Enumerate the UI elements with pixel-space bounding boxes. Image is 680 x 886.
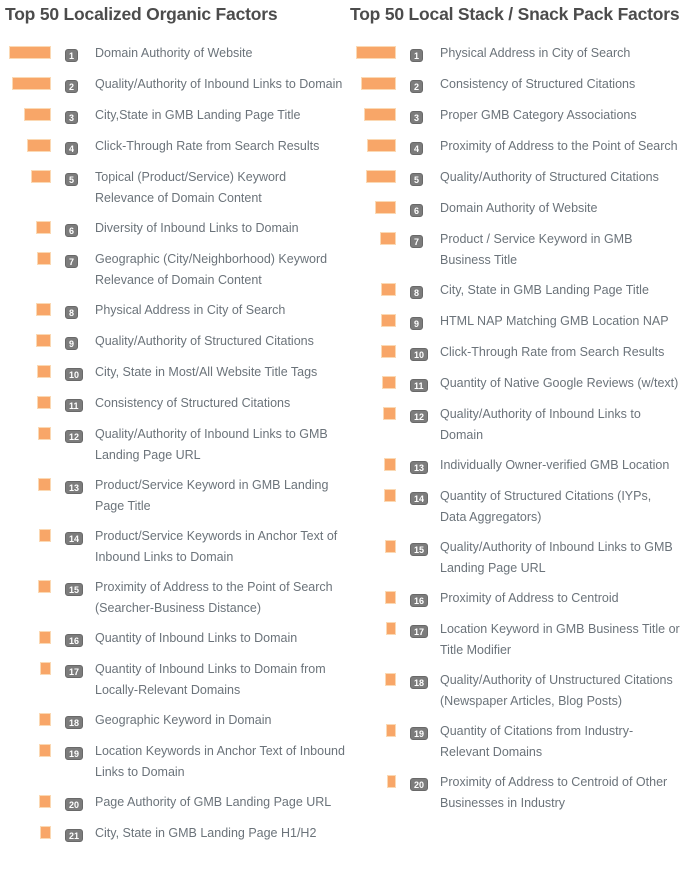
rank-badge: 2 bbox=[65, 80, 78, 93]
rank-badge-cell bbox=[410, 537, 440, 558]
factor-row bbox=[350, 74, 680, 95]
rank-badge-cell bbox=[65, 300, 95, 321]
rank-badge: 10 bbox=[65, 368, 83, 381]
factor-row bbox=[5, 577, 345, 618]
score-bar-cell bbox=[350, 342, 396, 358]
rank-badge: 17 bbox=[410, 625, 428, 638]
score-bar-cell bbox=[350, 721, 396, 737]
rank-badge-cell bbox=[65, 710, 95, 731]
factor-row bbox=[350, 772, 680, 813]
factor-label: City,State in GMB Landing Page Title bbox=[95, 108, 301, 122]
rank-badge-cell bbox=[410, 74, 440, 95]
factor-row bbox=[5, 628, 345, 649]
score-bar-cell bbox=[5, 393, 51, 409]
score-bar-cell bbox=[5, 823, 51, 839]
rank-badge: 20 bbox=[65, 798, 83, 811]
factor-row bbox=[350, 167, 680, 188]
rank-badge: 18 bbox=[410, 676, 428, 689]
rank-badge-cell bbox=[65, 823, 95, 844]
score-bar bbox=[382, 376, 396, 389]
rank-badge-cell bbox=[410, 404, 440, 425]
factor-label: Consistency of Structured Citations bbox=[440, 77, 636, 91]
rank-badge-cell bbox=[65, 526, 95, 547]
score-bar bbox=[37, 396, 51, 409]
column-title-snack-pack: Top 50 Local Stack / Snack Pack Factors bbox=[350, 4, 680, 24]
rank-badge: 13 bbox=[65, 481, 83, 494]
score-bar-cell bbox=[5, 792, 51, 808]
rank-badge: 14 bbox=[410, 492, 428, 505]
score-bar bbox=[375, 201, 396, 214]
rank-badge: 6 bbox=[410, 204, 423, 217]
score-bar-cell bbox=[5, 362, 51, 378]
rank-badge-cell bbox=[410, 136, 440, 157]
rank-badge: 19 bbox=[410, 727, 428, 740]
score-bar bbox=[36, 221, 51, 234]
score-bar-cell bbox=[350, 588, 396, 604]
score-bar bbox=[40, 826, 51, 839]
factor-label: Domain Authority of Website bbox=[440, 201, 598, 215]
rank-badge-cell bbox=[65, 628, 95, 649]
score-bar bbox=[380, 232, 396, 245]
rank-badge: 18 bbox=[65, 716, 83, 729]
factor-label: Domain Authority of Website bbox=[95, 46, 253, 60]
score-bar-cell bbox=[350, 373, 396, 389]
rank-badge: 3 bbox=[410, 111, 423, 124]
factor-label: HTML NAP Matching GMB Location NAP bbox=[440, 314, 669, 328]
rank-badge: 6 bbox=[65, 224, 78, 237]
score-bar-cell bbox=[350, 229, 396, 245]
rank-badge: 3 bbox=[65, 111, 78, 124]
factor-label: Topical (Product/Service) Keyword Relevance of Domain Content bbox=[95, 170, 287, 205]
rank-badge: 8 bbox=[410, 286, 423, 299]
rank-badge: 21 bbox=[65, 829, 83, 842]
rank-badge-cell bbox=[65, 792, 95, 813]
factor-row bbox=[5, 43, 345, 64]
factor-label: Quality/Authority of Unstructured Citations (Newspaper Articles, Blog Posts) bbox=[440, 673, 673, 708]
rank-badge: 4 bbox=[65, 142, 78, 155]
rank-badge: 15 bbox=[410, 543, 428, 556]
rank-badge-cell bbox=[65, 331, 95, 352]
score-bar-cell bbox=[350, 772, 396, 788]
rank-badge-cell bbox=[65, 218, 95, 239]
score-bar-cell bbox=[350, 619, 396, 635]
score-bar bbox=[24, 108, 51, 121]
rank-badge: 11 bbox=[410, 379, 428, 392]
score-bar bbox=[38, 580, 51, 593]
score-bar-cell bbox=[5, 74, 51, 90]
score-bar bbox=[381, 345, 396, 358]
factor-row bbox=[5, 823, 345, 844]
score-bar-cell bbox=[5, 167, 51, 183]
rank-badge-cell bbox=[65, 424, 95, 445]
rank-badge-cell bbox=[410, 486, 440, 507]
score-bar bbox=[385, 540, 396, 553]
factor-row bbox=[350, 311, 680, 332]
rank-badge-cell bbox=[410, 43, 440, 64]
score-bar bbox=[364, 108, 396, 121]
factor-row bbox=[350, 105, 680, 126]
score-bar bbox=[39, 713, 51, 726]
column-title-localized-organic: Top 50 Localized Organic Factors bbox=[5, 4, 278, 24]
factor-row bbox=[5, 300, 345, 321]
score-bar-cell bbox=[5, 43, 51, 59]
factor-label: Geographic Keyword in Domain bbox=[95, 713, 272, 727]
factor-label: Proximity of Address to Centroid bbox=[440, 591, 619, 605]
score-bar bbox=[36, 334, 51, 347]
rank-badge-cell bbox=[410, 373, 440, 394]
factor-label: Click-Through Rate from Search Results bbox=[440, 345, 665, 359]
factor-row bbox=[350, 136, 680, 157]
score-bar-cell bbox=[350, 136, 396, 152]
score-bar-cell bbox=[5, 475, 51, 491]
factor-row bbox=[5, 526, 345, 567]
rank-badge-cell bbox=[410, 772, 440, 793]
rank-badge-cell bbox=[410, 280, 440, 301]
rank-badge-cell bbox=[410, 167, 440, 188]
rank-badge: 14 bbox=[65, 532, 83, 545]
factor-row bbox=[5, 792, 345, 813]
factor-row bbox=[5, 249, 345, 290]
score-bar-cell bbox=[5, 628, 51, 644]
factor-list-localized-organic bbox=[5, 43, 345, 844]
rank-badge: 13 bbox=[410, 461, 428, 474]
factor-label: Quality/Authority of Structured Citations bbox=[95, 334, 314, 348]
score-bar-cell bbox=[5, 526, 51, 542]
factor-row bbox=[5, 218, 345, 239]
score-bar bbox=[39, 744, 51, 757]
score-bar bbox=[37, 365, 51, 378]
score-bar bbox=[40, 662, 51, 675]
factor-row bbox=[5, 710, 345, 731]
rank-badge-cell bbox=[410, 342, 440, 363]
score-bar bbox=[381, 283, 396, 296]
factor-label: Physical Address in City of Search bbox=[440, 46, 631, 60]
factor-label: Quantity of Structured Citations (IYPs, Data Aggregators) bbox=[440, 489, 652, 524]
score-bar-cell bbox=[5, 659, 51, 675]
rank-badge: 19 bbox=[65, 747, 83, 760]
score-bar bbox=[38, 427, 51, 440]
rank-badge: 2 bbox=[410, 80, 423, 93]
score-bar-cell bbox=[5, 136, 51, 152]
rank-badge: 7 bbox=[65, 255, 78, 268]
rank-badge: 20 bbox=[410, 778, 428, 791]
score-bar bbox=[31, 170, 51, 183]
factor-label: Quantity of Inbound Links to Domain from Locally-Relevant Domains bbox=[95, 662, 326, 697]
rank-badge-cell bbox=[65, 741, 95, 762]
factor-label: Product / Service Keyword in GMB Business Title bbox=[440, 232, 633, 267]
factor-label: Proximity of Address to the Point of Search (Searcher-Business Distance) bbox=[95, 580, 333, 615]
score-bar-cell bbox=[5, 300, 51, 316]
column-localized-organic bbox=[5, 4, 345, 886]
factor-row bbox=[350, 229, 680, 270]
factor-row bbox=[5, 362, 345, 383]
score-bar bbox=[385, 591, 396, 604]
score-bar bbox=[37, 252, 51, 265]
score-bar-cell bbox=[350, 105, 396, 121]
factor-row bbox=[350, 280, 680, 301]
rank-badge-cell bbox=[65, 74, 95, 95]
factor-label: Consistency of Structured Citations bbox=[95, 396, 291, 410]
score-bar bbox=[387, 775, 396, 788]
rank-badge: 9 bbox=[410, 317, 423, 330]
score-bar-cell bbox=[5, 741, 51, 757]
score-bar-cell bbox=[350, 486, 396, 502]
score-bar bbox=[38, 478, 51, 491]
rank-badge: 12 bbox=[410, 410, 428, 423]
score-bar-cell bbox=[5, 218, 51, 234]
rank-badge-cell bbox=[65, 105, 95, 126]
rank-badge: 15 bbox=[65, 583, 83, 596]
factor-label: Product/Service Keyword in GMB Landing Page Title bbox=[95, 478, 329, 513]
rank-badge: 12 bbox=[65, 430, 83, 443]
score-bar-cell bbox=[5, 577, 51, 593]
score-bar-cell bbox=[350, 198, 396, 214]
rank-badge-cell bbox=[65, 393, 95, 414]
factor-label: Physical Address in City of Search bbox=[95, 303, 286, 317]
score-bar bbox=[383, 407, 396, 420]
factor-row bbox=[5, 331, 345, 352]
score-bar bbox=[385, 673, 396, 686]
score-bar-cell bbox=[5, 424, 51, 440]
rank-badge-cell bbox=[410, 311, 440, 332]
factor-label: Quality/Authority of Inbound Links to GMB Landing Page URL bbox=[95, 427, 328, 462]
score-bar bbox=[384, 458, 396, 471]
factor-label: City, State in GMB Landing Page Title bbox=[440, 283, 649, 297]
score-bar-cell bbox=[350, 670, 396, 686]
rank-badge-cell bbox=[65, 249, 95, 270]
score-bar-cell bbox=[350, 311, 396, 327]
score-bar bbox=[39, 795, 51, 808]
factor-row bbox=[350, 43, 680, 64]
rank-badge: 11 bbox=[65, 399, 83, 412]
factor-row bbox=[5, 741, 345, 782]
score-bar-cell bbox=[350, 167, 396, 183]
factor-label: Quality/Authority of Inbound Links to Domain bbox=[440, 407, 641, 442]
factor-label: City, State in GMB Landing Page H1/H2 bbox=[95, 826, 317, 840]
factor-row bbox=[5, 475, 345, 516]
factor-label: Individually Owner-verified GMB Location bbox=[440, 458, 670, 472]
factor-row bbox=[350, 342, 680, 363]
score-bar-cell bbox=[5, 249, 51, 265]
rank-badge: 16 bbox=[410, 594, 428, 607]
score-bar bbox=[386, 724, 396, 737]
rank-badge-cell bbox=[410, 229, 440, 250]
rank-badge: 5 bbox=[65, 173, 78, 186]
factor-label: Quality/Authority of Inbound Links to Domain bbox=[95, 77, 343, 91]
rank-badge: 1 bbox=[410, 49, 423, 62]
score-bar bbox=[39, 631, 51, 644]
score-bar bbox=[367, 139, 396, 152]
factor-row bbox=[5, 659, 345, 700]
score-bar-cell bbox=[5, 331, 51, 347]
factor-row bbox=[5, 167, 345, 208]
rank-badge: 8 bbox=[65, 306, 78, 319]
score-bar bbox=[356, 46, 396, 59]
rank-badge-cell bbox=[410, 721, 440, 742]
score-bar bbox=[36, 303, 51, 316]
rank-badge: 5 bbox=[410, 173, 423, 186]
score-bar bbox=[39, 529, 51, 542]
factor-row bbox=[350, 670, 680, 711]
factor-row bbox=[350, 455, 680, 476]
factor-label: Quantity of Citations from Industry-Relevant Domains bbox=[440, 724, 634, 759]
factor-row bbox=[350, 404, 680, 445]
factor-label: Proximity of Address to the Point of Search bbox=[440, 139, 678, 153]
rank-badge-cell bbox=[65, 362, 95, 383]
column-snack-pack bbox=[350, 4, 680, 886]
rank-badge-cell bbox=[65, 577, 95, 598]
rank-badge: 10 bbox=[410, 348, 428, 361]
factor-label: Location Keywords in Anchor Text of Inbound Links to Domain bbox=[95, 744, 345, 779]
score-bar-cell bbox=[350, 404, 396, 420]
factor-row bbox=[5, 136, 345, 157]
rank-badge-cell bbox=[65, 43, 95, 64]
rank-badge-cell bbox=[65, 167, 95, 188]
rank-badge: 17 bbox=[65, 665, 83, 678]
factor-label: Geographic (City/Neighborhood) Keyword Relevance of Domain Content bbox=[95, 252, 328, 287]
score-bar bbox=[386, 622, 396, 635]
factor-label: Product/Service Keywords in Anchor Text of Inbound Links to Domain bbox=[95, 529, 338, 564]
factor-label: Quality/Authority of Structured Citations bbox=[440, 170, 659, 184]
rank-badge-cell bbox=[410, 455, 440, 476]
factor-list-snack-pack bbox=[350, 43, 680, 813]
score-bar-cell bbox=[350, 455, 396, 471]
factor-row bbox=[5, 74, 345, 95]
factor-row bbox=[5, 393, 345, 414]
factor-row bbox=[350, 373, 680, 394]
rank-badge: 7 bbox=[410, 235, 423, 248]
factor-label: Quality/Authority of Inbound Links to GMB Landing Page URL bbox=[440, 540, 673, 575]
score-bar bbox=[27, 139, 51, 152]
factor-label: Diversity of Inbound Links to Domain bbox=[95, 221, 299, 235]
factor-label: Quantity of Inbound Links to Domain bbox=[95, 631, 298, 645]
rank-badge-cell bbox=[410, 588, 440, 609]
factor-label: Page Authority of GMB Landing Page URL bbox=[95, 795, 332, 809]
factor-row bbox=[5, 105, 345, 126]
factor-row bbox=[5, 424, 345, 465]
factor-row bbox=[350, 721, 680, 762]
factor-row bbox=[350, 198, 680, 219]
factor-label: Proximity of Address to Centroid of Other Businesses in Industry bbox=[440, 775, 668, 810]
factor-row bbox=[350, 537, 680, 578]
score-bar-cell bbox=[5, 105, 51, 121]
rank-badge-cell bbox=[410, 670, 440, 691]
rank-badge: 16 bbox=[65, 634, 83, 647]
rank-badge-cell bbox=[65, 475, 95, 496]
score-bar bbox=[366, 170, 396, 183]
score-bar-cell bbox=[350, 74, 396, 90]
rank-badge: 4 bbox=[410, 142, 423, 155]
score-bar-cell bbox=[5, 710, 51, 726]
score-bar-cell bbox=[350, 537, 396, 553]
score-bar bbox=[381, 314, 396, 327]
score-bar bbox=[361, 77, 396, 90]
factor-row bbox=[350, 486, 680, 527]
score-bar-cell bbox=[350, 43, 396, 59]
rank-badge-cell bbox=[65, 136, 95, 157]
score-bar-cell bbox=[350, 280, 396, 296]
score-bar bbox=[384, 489, 396, 502]
rank-badge: 9 bbox=[65, 337, 78, 350]
factor-row bbox=[350, 619, 680, 660]
score-bar bbox=[9, 46, 51, 59]
rank-badge-cell bbox=[65, 659, 95, 680]
factor-label: Quantity of Native Google Reviews (w/text) bbox=[440, 376, 679, 390]
rank-badge: 1 bbox=[65, 49, 78, 62]
rank-badge-cell bbox=[410, 619, 440, 640]
factor-label: City, State in Most/All Website Title Tags bbox=[95, 365, 318, 379]
score-bar bbox=[12, 77, 51, 90]
factor-label: Click-Through Rate from Search Results bbox=[95, 139, 320, 153]
rank-badge-cell bbox=[410, 198, 440, 219]
factor-label: Proper GMB Category Associations bbox=[440, 108, 637, 122]
factor-label: Location Keyword in GMB Business Title or Title Modifier bbox=[440, 622, 680, 657]
rank-badge-cell bbox=[410, 105, 440, 126]
factor-row bbox=[350, 588, 680, 609]
